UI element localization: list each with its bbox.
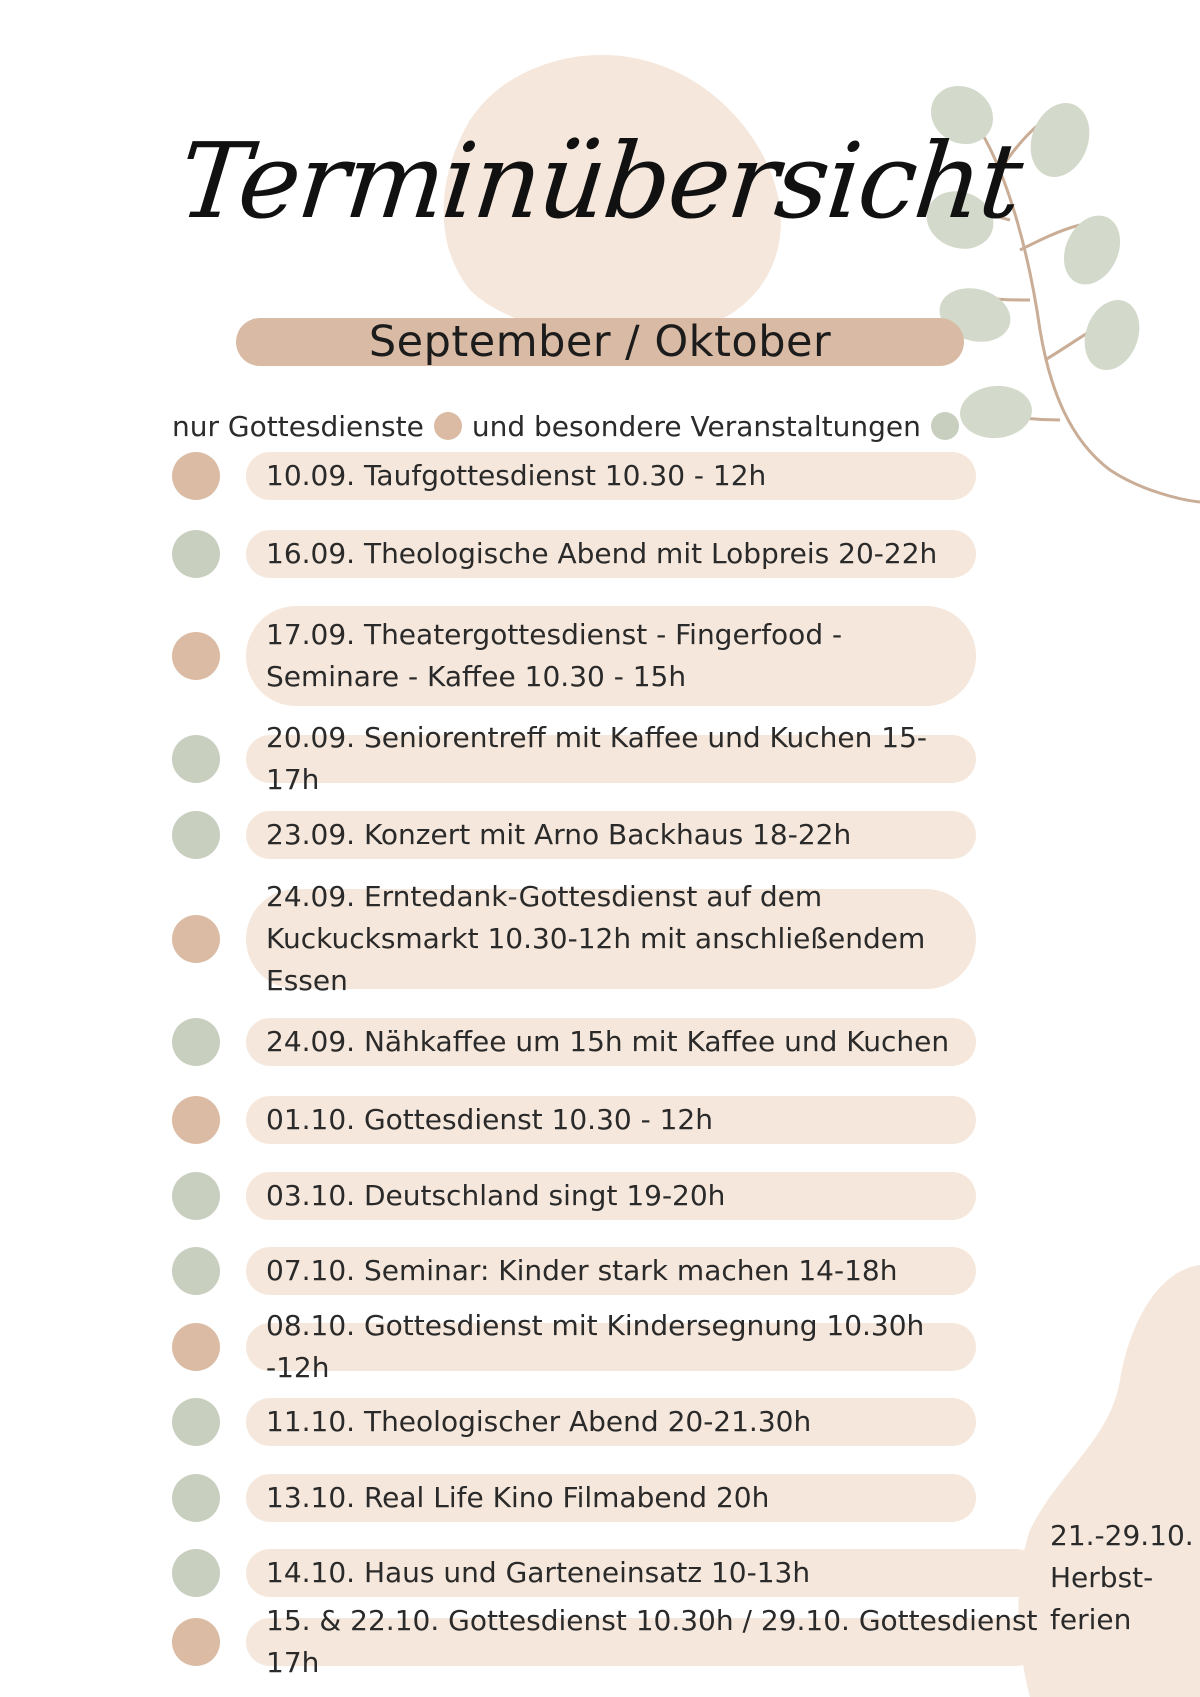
schedule-entry-text: 15. & 22.10. Gottesdienst 10.30h / 29.10. Gottesdienst 17h [266,1604,1038,1679]
service-dot-icon [172,452,220,500]
service-dot-icon [172,1618,220,1666]
schedule-entry [246,1172,976,1220]
schedule-entry-text: 11.10. Theologischer Abend 20-21.30h [266,1405,812,1438]
schedule-entry-text: 03.10. Deutschland singt 19-20h [266,1179,726,1212]
schedule-entry [246,1096,976,1144]
service-dot-icon [172,915,220,963]
schedule-entry [246,880,976,997]
schedule-entry-text: 08.10. Gottesdienst mit Kindersegnung 10.30h -12h [266,1309,925,1384]
schedule-entry [246,1474,976,1522]
legend-service-dot-icon [434,412,462,440]
event-dot-icon [172,1247,220,1295]
schedule-entry [246,1309,976,1384]
schedule-entry [246,1398,976,1446]
legend [172,406,969,446]
schedule-entry [246,1247,976,1295]
legend-events-label: und besondere Veranstaltungen [471,409,921,443]
event-dot-icon [172,1549,220,1597]
schedule-entry-text: 13.10. Real Life Kino Filmabend 20h [266,1481,770,1514]
schedule-entry [246,606,976,706]
schedule-entry [246,1018,976,1066]
schedule-entry [246,811,976,859]
event-dot-icon [172,1474,220,1522]
schedule-entry-text: 24.09. Erntedank-Gottesdienst auf dem Kuckucksmarkt 10.30-12h mit anschließendem Essen [266,880,926,997]
schedule-entry [246,1604,1040,1679]
event-dot-icon [172,530,220,578]
page-title: Terminübersicht [173,120,1027,242]
schedule-entry-text: 07.10. Seminar: Kinder stark machen 14-18h [266,1254,898,1287]
schedule-entry [246,721,976,796]
event-dot-icon [172,735,220,783]
service-dot-icon [172,632,220,680]
schedule-entry-text: 01.10. Gottesdienst 10.30 - 12h [266,1103,713,1136]
schedule-entry-text: 20.09. Seniorentreff mit Kaffee und Kuchen 15-17h [266,721,928,796]
service-dot-icon [172,1096,220,1144]
event-dot-icon [172,1172,220,1220]
event-dot-icon [172,1018,220,1066]
schedule-entry-text: 24.09. Nähkaffee um 15h mit Kaffee und Kuchen [266,1025,950,1058]
schedule-entry-text: 17.09. Theatergottesdienst - Fingerfood - Seminare - Kaffee 10.30 - 15h [266,618,843,693]
service-dot-icon [172,1323,220,1371]
schedule-entry-text: 10.09. Taufgottesdienst 10.30 - 12h [266,459,767,492]
period-banner [236,318,964,366]
schedule-entry [246,530,976,578]
event-dot-icon [172,811,220,859]
schedule-entry [246,1549,1040,1597]
legend-services-label: nur Gottesdienste [172,409,424,443]
schedule-entry-text: 23.09. Konzert mit Arno Backhaus 18-22h [266,818,852,851]
schedule-entry-text: 14.10. Haus und Garteneinsatz 10-13h [266,1556,811,1589]
event-dot-icon [172,1398,220,1446]
holiday-note: 21.-29.10. Herbst- ferien [1050,1519,1194,1636]
legend-event-dot-icon [931,412,959,440]
schedule-entry [246,452,976,500]
period-label: September / Oktober [368,317,832,367]
schedule-entry-text: 16.09. Theologische Abend mit Lobpreis 20-22h [266,537,938,570]
